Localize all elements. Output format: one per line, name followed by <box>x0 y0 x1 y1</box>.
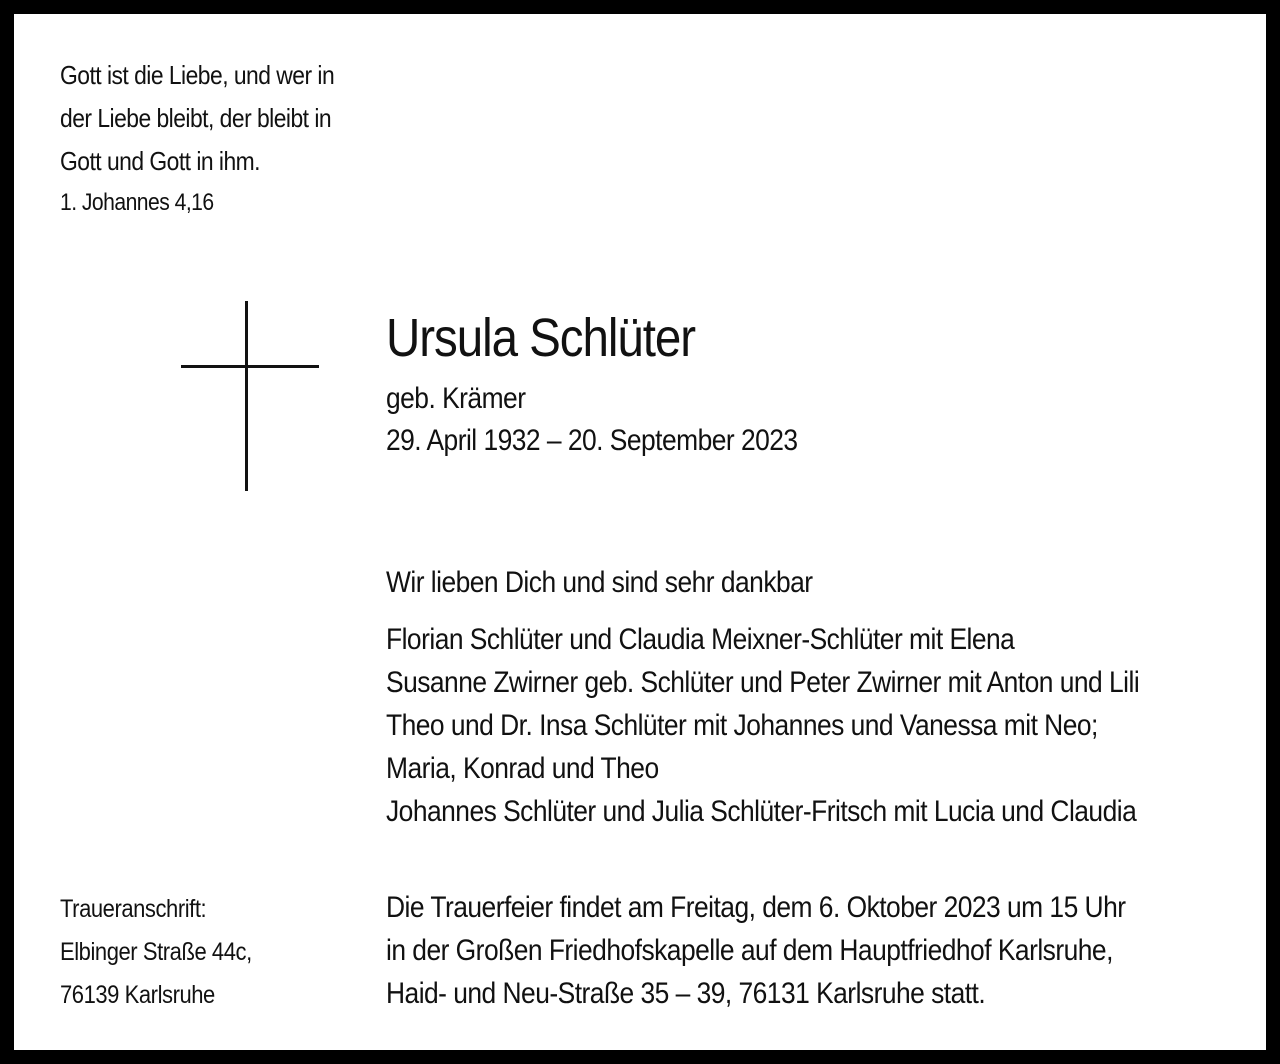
verse-line: Gott ist die Liebe, und wer in <box>60 60 335 90</box>
obituary-notice <box>14 14 1266 1050</box>
verse-line: der Liebe bleibt, der bleibt in <box>60 103 332 133</box>
service-line: Haid- und Neu-Straße 35 – 39, 76131 Karlsruhe statt. <box>386 977 986 1010</box>
bible-verse <box>60 54 334 223</box>
service-line: in der Großen Friedhofskapelle auf dem Hauptfriedhof Karlsruhe, <box>386 934 1113 967</box>
verse-line: Gott und Gott in ihm. <box>60 146 261 176</box>
mourning-address <box>60 888 252 1017</box>
cross-horizontal-bar <box>181 365 319 368</box>
birth-name: geb. Krämer <box>386 382 526 415</box>
mourner-line: Florian Schlüter und Claudia Meixner-Schlüter mit Elena <box>386 623 1015 656</box>
mourners-list <box>386 618 1139 833</box>
funeral-service-info <box>386 886 1126 1015</box>
mourner-line: Maria, Konrad und Theo <box>386 752 659 785</box>
cross-vertical-bar <box>245 301 248 491</box>
address-street: Elbinger Straße 44c, <box>60 938 252 966</box>
mourner-line: Theo und Dr. Insa Schlüter mit Johannes und Vanessa mit Neo; <box>386 709 1098 742</box>
deceased-name: Ursula Schlüter <box>386 308 696 368</box>
mourner-line: Johannes Schlüter und Julia Schlüter-Fritsch mit Lucia und Claudia <box>386 795 1137 828</box>
address-city: 76139 Karlsruhe <box>60 981 215 1009</box>
cross-icon <box>181 301 319 491</box>
service-line: Die Trauerfeier findet am Freitag, dem 6. Oktober 2023 um 15 Uhr <box>386 891 1126 924</box>
verse-reference: 1. Johannes 4,16 <box>60 189 214 216</box>
life-dates: 29. April 1932 – 20. September 2023 <box>386 424 798 457</box>
address-label: Traueranschrift: <box>60 895 207 923</box>
thanks-line: Wir lieben Dich und sind sehr dankbar <box>386 566 813 599</box>
mourner-line: Susanne Zwirner geb. Schlüter und Peter Zwirner mit Anton und Lili <box>386 666 1140 699</box>
